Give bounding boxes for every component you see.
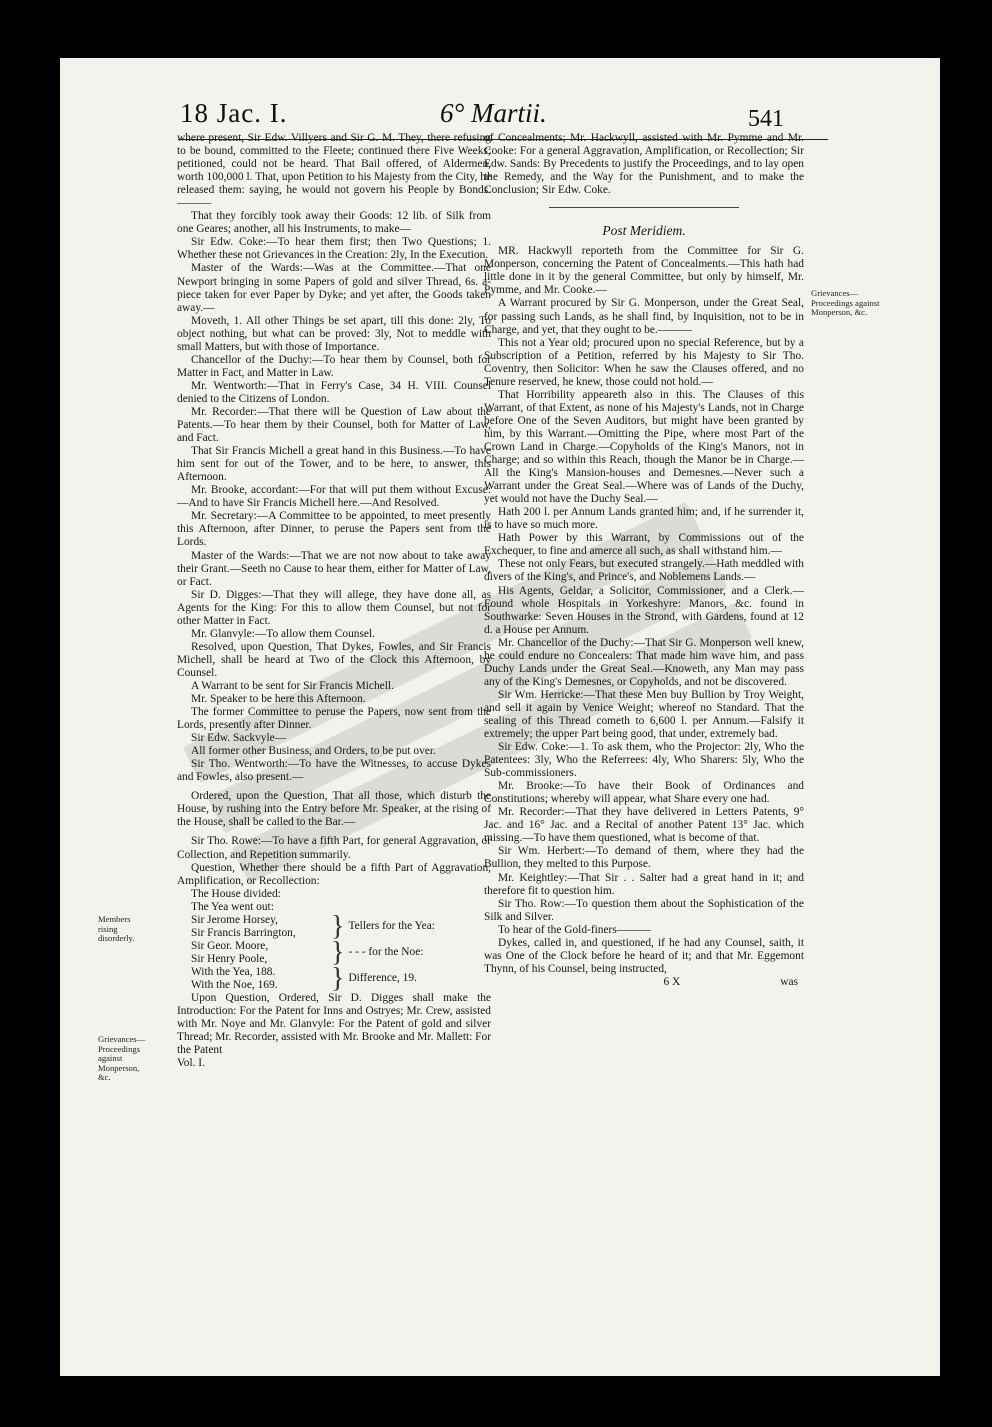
signature-mark: 6 X — [663, 975, 681, 988]
paragraph: MR. Hackwyll reporteth from the Committee for Sir G. Monperson, concerning the Patent of Concealments.—This hath had little done in it by the general Committee, but only by himself, Mr. Pymme, and Mr. Cooke.— — [484, 245, 804, 297]
vote-count-noe: With the Noe, 169. — [191, 979, 278, 991]
subheading-post-meridiem: Post Meridiem. — [602, 223, 686, 239]
paragraph: Chancellor of the Duchy:—To hear them by Counsel, both for Matter in Fact, and Matter in Law. — [177, 353, 491, 379]
paragraph: Sir Tho. Row:—To question them about the Sophistication of the Silk and Silver. — [484, 897, 804, 923]
paragraph: Mr. Brooke:—To have their Book of Ordinances and Constitutions; whereby will appear, what Share every one had. — [484, 780, 804, 806]
paragraph: Sir Edw. Coke:—To hear them first; then Two Questions; 1. Whether these not Grievances in the Creation: 2ly, In the Execution. — [177, 236, 491, 262]
paragraph: Dykes, called in, and questioned, if he had any Counsel, saith, it was One of the Clock before he heard of it; and that Mr. Eggemont Thynn, of his Counsel, being instructed, — [484, 936, 804, 975]
paragraph: Mr. Secretary:—A Committee to be appointed, to meet presently this Afternoon, after Dinner, to peruse the Papers sent from the Lords. — [177, 510, 491, 549]
paragraph: Sir Wm. Herbert:—To demand of them, where they had the Bullion, they melted to this Purpose. — [484, 845, 804, 871]
paragraph: A Warrant procured by Sir G. Monperson, under the Great Seal, for passing such Lands, as he shall find, by Inquisition, not to be in Charge, and yet, that they ought to be.——— — [484, 297, 804, 336]
section-rule — [549, 207, 739, 208]
teller-name: Sir Jerome Horsey, — [191, 913, 278, 926]
paragraph: Question, Whether there should be a fifth Part of Aggravation, Amplification, or Recollection: — [177, 861, 491, 887]
right-column — [484, 132, 804, 989]
paragraph: This not a Year old; procured upon no special Reference, but by a Subscription of a Petition, referred by his Majesty to Sir Tho. Coventry, then Solicitor: When he saw the Clauses offered, and no Tenure reserved, he knew, those could not hold.— — [484, 336, 804, 388]
paragraph: The former Committee to peruse the Papers, now sent from the Lords, presently after Dinner. — [177, 706, 491, 732]
paragraph: Mr. Glanvyle:—To allow them Counsel. — [191, 627, 375, 640]
paragraph: That Sir Francis Michell a great hand in this Business.—To have him sent for out of the Tower, and to be here, to answer, this Afternoon. — [177, 445, 491, 484]
margin-note-grievances: Grievances—Proceedings against Monperson, &c. — [811, 288, 880, 317]
paragraph: Mr. Recorder:—That there will be Question of Law about the Patents.—To hear them by their Counsel, both for Matter of Law, and Fact. — [177, 405, 491, 445]
paragraph: Moveth, 1. All other Things be set apart, till this done: 2ly, To object nothing, but what can be proved: 3ly, Not to meddle with small Matters, but with those of Importance. — [177, 314, 491, 353]
paragraph: Sir Edw. Sackvyle— — [191, 732, 287, 745]
paragraph: Master of the Wards:—That we are not now about to take away their Grant.—Seeth no Cause to hear them, either for Matter of Law, or Fact. — [177, 549, 491, 588]
teller-name: Sir Henry Poole, — [191, 952, 268, 965]
paragraph: Mr. Chancellor of the Duchy:—That Sir G. Monperson well knew, he could endure no Concealers: That made him wave him, and pass Duchy Lands under the Great Seal.—Knoweth, any Man may pass any of the King's Demesnes, or Copyholds, and not be discovered. — [484, 636, 804, 688]
paragraph: where present, Sir Edw. Villyers and Sir G. M. They, there refusing to be bound, committed to the Fleete; continued there Five Weeks; petitioned, could not be heard. That Bail offered, of Aldermen, worth 100,000 l. That, upon Petition to his Majesty from the City, he released them: saying, he would not govern his People by Bonds.——— — [177, 132, 491, 210]
paragraph: Sir Tho. Rowe:—To have a fifth Part, for general Aggravation, or Collection, and Repetition summarily. — [177, 835, 491, 861]
paragraph: Mr. Speaker to be here this Afternoon. — [191, 693, 366, 706]
difference-label: Difference, 19. — [348, 972, 417, 985]
paragraph: These not only Fears, but executed strangely.—Hath meddled with divers of the King's, and Prince's, and Noblemens Lands.— — [484, 558, 804, 584]
paragraph: Hath Power by this Warrant, by Commissions out of the Exchequer, to fine and amerce all such, as shall withstand him.— — [484, 532, 804, 558]
division-tellers: Sir Jerome Horsey, Sir Francis Barrington, Sir Geor. Moore, Sir Henry Poole, With the Yea, 188. With the Noe, 169. } Tellers for the Yea: } - - - for the Noe: } Difference, 19. — [191, 910, 435, 994]
paragraph: Mr. Wentworth:—That in Ferry's Case, 34 H. VIII. Counsel denied to the Citizens of London. — [177, 379, 491, 405]
paragraph: Mr. Recorder:—That they have delivered in Letters Patents, 9° Jac. and 16° Jac. and a Recital of another Patent 13° Jac. which missing.—To have them questioned, what is become of that. — [484, 806, 804, 845]
paragraph: Master of the Wards:—Was at the Committee.—That one Newport bringing in some Papers of gold and silver Thread, 6s. a-piece taken for ever Paper by Dyke; and yet after, the Goods taken away.— — [177, 262, 491, 314]
catchword: was — [780, 975, 798, 988]
left-column — [177, 132, 491, 1070]
paragraph: That they forcibly took away their Goods: 12 lib. of Silk from one Geares; another, all his Instruments, to make— — [177, 210, 491, 236]
running-head-date: 6° Martii. — [440, 98, 547, 128]
paragraph: Ordered, upon the Question, That all those, which disturb the House, by rushing into the Entry before Mr. Speaker, at the rising of the House, shall be called to the Bar.— — [177, 790, 491, 829]
paragraph: That Horribility appeareth also in this. The Clauses of this Warrant, of that Extent, as none of his Majesty's Lands, not in Charge before One of the Seven Auditors, but might have been granted by him, by this Warrant.—Omitting the Pipe, where most Part of the Crown Land in Charge.—Copyholds of the King's Manors, not in Charge; and so within this Reach, though the Manor be in Charge.—All the King's Mansion-houses and Demesnes.—Never such a Warrant under the Great Seal.—Where was of Lands of the Duchy, yet would not have the Duchy Seal.— — [484, 388, 804, 506]
vote-count-yea: With the Yea, 188. — [191, 965, 276, 978]
page-number: 541 — [748, 106, 784, 132]
paragraph: Sir Edw. Coke:—1. To ask them, who the Projector: 2ly, Who the Patentees: 3ly, Who the Referrees: 4ly, Who Sharers: 5ly, Who the Sub-commissioners. — [484, 741, 804, 780]
paragraph: His Agents, Geldar, a Solicitor, Commissioner, and a Clerk.—Found whole Hospitals in Yorkeshyre: Manors, &c. found in Southwarke: Seven Houses in the Strond, with Gardens, found at 12 d. a House per Annum. — [484, 584, 804, 636]
paragraph: The House divided: — [191, 887, 281, 900]
paragraph: Sir Tho. Wentworth:—To have the Witnesses, to accuse Dykes and Fowles, also present.— — [177, 758, 491, 784]
tellers-yea-label: Tellers for the Yea: — [348, 920, 435, 933]
volume-label: Vol. I. — [177, 1057, 205, 1070]
running-head-regnal-year: 18 Jac. I. — [180, 98, 288, 128]
margin-note-grievances-left: Grievances—Proceedings against Monperson, &c. — [98, 1034, 146, 1082]
paragraph: of Concealments; Mr. Hackwyll, assisted with Mr. Pymme and Mr. Cooke: For a general Aggravation, Amplification, or Recollection; Sir Edw. Sands: By Precedents to justify the Proceedings, and to lay open the Remedy, and the Way for the Punishment, and to make the Conclusion; Sir Edw. Coke. — [484, 132, 804, 197]
paragraph: Mr. Brooke, accordant:—For that will put them without Excuse:—And to have Sir Francis Michell here.—And Resolved. — [177, 484, 491, 510]
margin-note-members-rising: Members rising disorderly. — [98, 914, 135, 943]
paragraph: To hear of the Gold-finers——— — [498, 923, 651, 936]
paragraph: The Yea went out: — [191, 900, 274, 913]
paragraph: Sir D. Digges:—That they will allege, they have done all, as Agents for the King: For this to allow them Counsel, but not for other Matter in Fact. — [177, 588, 491, 627]
paragraph: Sir Wm. Herricke:—That these Men buy Bullion by Troy Weight, and sell it again by Venice Weight; whereof no Standard. That the sealing of this Thread cometh to 6,600 l. per Annum.—Falsify it extremely; the upper Part being good, that under, extremely bad. — [484, 688, 804, 741]
paragraph: Resolved, upon Question, That Dykes, Fowles, and Sir Francis Michell, shall be heard at Two of the Clock this Afternoon, by Counsel. — [177, 640, 491, 679]
teller-name: Sir Geor. Moore, — [191, 939, 269, 952]
paragraph: Mr. Keightley:—That Sir . . Salter had a great hand in it; and therefore fit to question him. — [484, 871, 804, 897]
paragraph: All former other Business, and Orders, to be put over. — [191, 745, 436, 758]
tellers-noe-label: - - - for the Noe: — [348, 946, 424, 959]
paragraph: A Warrant to be sent for Sir Francis Michell. — [191, 679, 394, 692]
paragraph: Hath 200 l. per Annum Lands granted him; and, if he surrender it, is to have so much more. — [484, 506, 804, 532]
teller-name: Sir Francis Barrington, — [191, 926, 296, 939]
document-page — [60, 58, 940, 1376]
paragraph: Upon Question, Ordered, Sir D. Digges shall make the Introduction: For the Patent for Inns and Ostryes; Mr. Crew, assisted with Mr. Noye and Mr. Glanvyle: For the Patent of gold and silver Thread; Mr. Recorder, assisted with Mr. Brooke and Mr. Mallett: For the Patent — [177, 992, 491, 1057]
